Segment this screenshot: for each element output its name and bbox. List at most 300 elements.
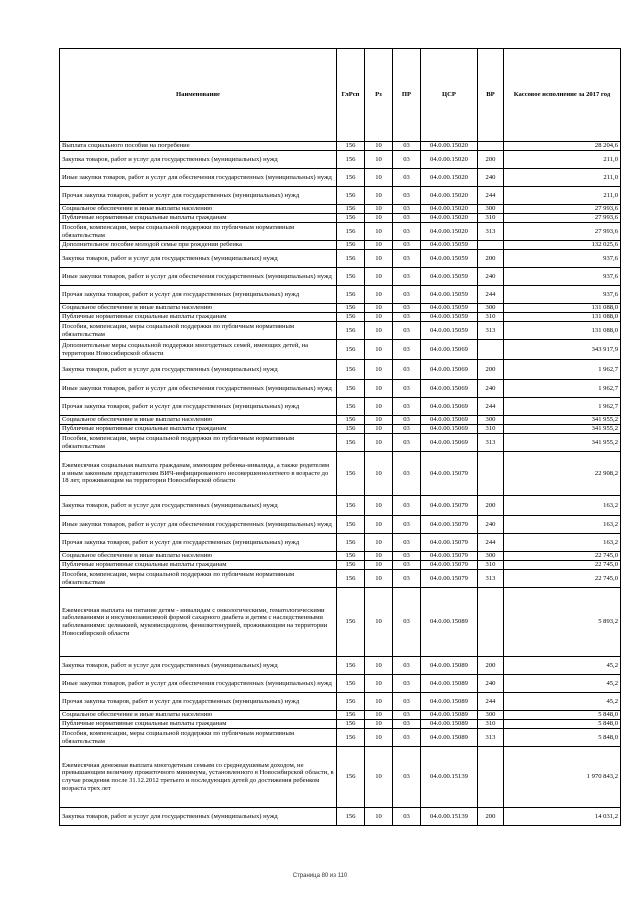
cell-name: Пособия, компенсации, меры социальной поддержки по публичным нормативным обязательствам [60,223,337,241]
cell-pr: 03 [393,747,421,808]
cell-csr: 04.0.00.15089 [421,675,478,693]
cell-vr: 200 [478,496,504,516]
cell-pr: 03 [393,169,421,187]
cell-pr: 03 [393,561,421,570]
cell-csr: 04.0.00.15020 [421,142,478,151]
cell-pr: 03 [393,322,421,340]
cell-csr: 04.0.00.15139 [421,808,478,826]
table-row [60,588,621,657]
cell-pr: 03 [393,588,421,657]
cell-pr: 03 [393,313,421,322]
cell-name: Прочая закупка товаров, работ и услуг для государственных (муниципальных) нужд [60,286,337,304]
cell-amount: 27 993,6 [504,214,621,223]
cell-glrsp: 156 [337,711,365,720]
cell-name: Прочая закупка товаров, работ и услуг для государственных (муниципальных) нужд [60,534,337,552]
cell-vr: 310 [478,425,504,434]
cell-name: Социальное обеспечение и иные выплаты населению [60,711,337,720]
cell-vr: 313 [478,729,504,747]
cell-amount: 211,0 [504,169,621,187]
cell-pr: 03 [393,693,421,711]
cell-amount: 131 088,0 [504,313,621,322]
header-glrsp: ГлРсп [337,49,365,142]
cell-amount: 163,2 [504,534,621,552]
cell-glrsp: 156 [337,588,365,657]
table-row [60,693,621,711]
cell-amount: 163,2 [504,516,621,534]
cell-csr: 04.0.00.15069 [421,340,478,360]
cell-csr: 04.0.00.15079 [421,552,478,561]
cell-amount: 131 088,0 [504,304,621,313]
cell-csr: 04.0.00.15139 [421,747,478,808]
cell-glrsp: 156 [337,747,365,808]
cell-pr: 03 [393,570,421,588]
cell-name: Прочая закупка товаров, работ и услуг для государственных (муниципальных) нужд [60,693,337,711]
cell-vr: 240 [478,169,504,187]
cell-csr: 04.0.00.15059 [421,241,478,250]
cell-glrsp: 156 [337,241,365,250]
cell-rz: 10 [365,241,393,250]
cell-glrsp: 156 [337,286,365,304]
cell-vr [478,588,504,657]
cell-amount: 341 955,2 [504,434,621,452]
cell-amount: 937,6 [504,250,621,268]
cell-glrsp: 156 [337,313,365,322]
page-number: Страница 80 из 110 [292,873,348,879]
cell-pr: 03 [393,398,421,416]
cell-glrsp: 156 [337,425,365,434]
cell-pr: 03 [393,657,421,675]
cell-name: Социальное обеспечение и иные выплаты населению [60,205,337,214]
cell-name: Ежемесячная социальная выплата гражданам, имеющим ребенка-инвалида, а также родителям и иным законным представителям ВИЧ-инфицированного несовершеннолетнего в возрасте до 18 лет, проживающим на территории Новосибирской области [60,452,337,496]
table-row [60,223,621,241]
header-rz: Рз [365,49,393,142]
cell-amount: 937,6 [504,286,621,304]
cell-name: Публичные нормативные социальные выплаты гражданам [60,425,337,434]
cell-glrsp: 156 [337,340,365,360]
cell-name: Пособия, компенсации, меры социальной поддержки по публичным нормативным обязательствам [60,729,337,747]
table-row [60,205,621,214]
cell-glrsp: 156 [337,675,365,693]
cell-vr: 300 [478,552,504,561]
cell-name: Иные закупки товаров, работ и услуг для обеспечения государственных (муниципальных) нужд [60,516,337,534]
cell-vr [478,241,504,250]
cell-rz: 10 [365,452,393,496]
cell-rz: 10 [365,360,393,380]
cell-rz: 10 [365,223,393,241]
cell-csr: 04.0.00.15069 [421,360,478,380]
cell-rz: 10 [365,322,393,340]
cell-csr: 04.0.00.15069 [421,425,478,434]
cell-vr: 200 [478,360,504,380]
cell-pr: 03 [393,187,421,205]
cell-rz: 10 [365,570,393,588]
cell-pr: 03 [393,360,421,380]
cell-vr: 240 [478,380,504,398]
table-row [60,169,621,187]
cell-name: Иные закупки товаров, работ и услуг для обеспечения государственных (муниципальных) нужд [60,675,337,693]
cell-amount: 937,6 [504,268,621,286]
cell-csr: 04.0.00.15020 [421,223,478,241]
cell-amount: 22 745,0 [504,561,621,570]
header-vr: ВР [478,49,504,142]
cell-amount: 1 962,7 [504,360,621,380]
cell-glrsp: 156 [337,169,365,187]
cell-name: Ежемесячная денежная выплата многодетным семьям со среднедушевым доходом, не превышающим величину прожиточного минимума, установленного в Новосибирской области, в случае рождения после 31.12.2012 третьего и последующих детей до достижения ребенком возраста трех лет [60,747,337,808]
cell-vr [478,452,504,496]
cell-glrsp: 156 [337,398,365,416]
cell-name: Пособия, компенсации, меры социальной поддержки по публичным нормативным обязательствам [60,434,337,452]
cell-amount: 5 848,0 [504,711,621,720]
cell-name: Социальное обеспечение и иные выплаты населению [60,552,337,561]
cell-rz: 10 [365,187,393,205]
cell-name: Закупка товаров, работ и услуг для государственных (муниципальных) нужд [60,808,337,826]
cell-csr: 04.0.00.15020 [421,187,478,205]
cell-vr: 300 [478,205,504,214]
cell-name: Закупка товаров, работ и услуг для государственных (муниципальных) нужд [60,360,337,380]
cell-rz: 10 [365,516,393,534]
table-row [60,496,621,516]
cell-csr: 04.0.00.15069 [421,416,478,425]
cell-pr: 03 [393,286,421,304]
cell-csr: 04.0.00.15089 [421,588,478,657]
cell-glrsp: 156 [337,561,365,570]
cell-rz: 10 [365,720,393,729]
cell-pr: 03 [393,205,421,214]
cell-amount: 45,2 [504,657,621,675]
cell-csr: 04.0.00.15059 [421,286,478,304]
cell-rz: 10 [365,808,393,826]
cell-pr: 03 [393,675,421,693]
table-row [60,187,621,205]
cell-csr: 04.0.00.15089 [421,693,478,711]
cell-amount: 211,0 [504,151,621,169]
cell-vr: 313 [478,570,504,588]
cell-name: Прочая закупка товаров, работ и услуг для государственных (муниципальных) нужд [60,398,337,416]
table-body [60,142,621,826]
table-row [60,452,621,496]
cell-vr: 310 [478,214,504,223]
cell-csr: 04.0.00.15059 [421,313,478,322]
table-row [60,151,621,169]
cell-vr [478,142,504,151]
table-row [60,340,621,360]
cell-rz: 10 [365,380,393,398]
cell-vr: 244 [478,187,504,205]
cell-csr: 04.0.00.15020 [421,151,478,169]
cell-glrsp: 156 [337,223,365,241]
table-row [60,675,621,693]
cell-pr: 03 [393,142,421,151]
cell-rz: 10 [365,416,393,425]
cell-name: Закупка товаров, работ и услуг для государственных (муниципальных) нужд [60,151,337,169]
cell-csr: 04.0.00.15059 [421,268,478,286]
cell-glrsp: 156 [337,304,365,313]
cell-amount: 132 025,6 [504,241,621,250]
cell-amount: 22 745,0 [504,552,621,561]
cell-csr: 04.0.00.15069 [421,398,478,416]
cell-vr: 244 [478,693,504,711]
cell-csr: 04.0.00.15079 [421,496,478,516]
cell-pr: 03 [393,516,421,534]
cell-name: Публичные нормативные социальные выплаты гражданам [60,313,337,322]
cell-name: Ежемесячная выплата на питание детям - инвалидам с онкологическими, гематологическими заболеваниями и инсулинозависимой формой сахарного диабета и детям с наследственными заболеваниями: целиакией, муковисцидозом, фенилкетонурией, проживающим на территории Новосибирской области [60,588,337,657]
cell-name: Закупка товаров, работ и услуг для государственных (муниципальных) нужд [60,496,337,516]
cell-glrsp: 156 [337,808,365,826]
cell-vr: 313 [478,322,504,340]
cell-name: Прочая закупка товаров, работ и услуг для государственных (муниципальных) нужд [60,187,337,205]
cell-rz: 10 [365,205,393,214]
cell-amount: 27 993,6 [504,223,621,241]
cell-rz: 10 [365,434,393,452]
cell-name: Публичные нормативные социальные выплаты гражданам [60,214,337,223]
cell-csr: 04.0.00.15079 [421,516,478,534]
cell-vr: 200 [478,151,504,169]
cell-amount: 341 955,2 [504,416,621,425]
cell-pr: 03 [393,434,421,452]
cell-amount: 45,2 [504,693,621,711]
cell-amount: 1 970 843,2 [504,747,621,808]
cell-csr: 04.0.00.15020 [421,205,478,214]
cell-name: Выплата социального пособия на погребение [60,142,337,151]
cell-rz: 10 [365,534,393,552]
cell-pr: 03 [393,151,421,169]
table-row [60,434,621,452]
cell-glrsp: 156 [337,657,365,675]
cell-vr: 300 [478,416,504,425]
cell-glrsp: 156 [337,720,365,729]
cell-name: Публичные нормативные социальные выплаты гражданам [60,720,337,729]
cell-amount: 28 204,6 [504,142,621,151]
cell-glrsp: 156 [337,516,365,534]
cell-name: Дополнительные меры социальной поддержки многодетных семей, имеющих детей, на территории Новосибирской области [60,340,337,360]
cell-amount: 5 848,0 [504,720,621,729]
cell-amount: 1 962,7 [504,398,621,416]
cell-pr: 03 [393,380,421,398]
table-row [60,241,621,250]
cell-rz: 10 [365,425,393,434]
cell-vr: 310 [478,313,504,322]
cell-rz: 10 [365,214,393,223]
cell-vr: 310 [478,720,504,729]
table-row [60,250,621,268]
cell-pr: 03 [393,250,421,268]
cell-csr: 04.0.00.15020 [421,169,478,187]
cell-vr: 240 [478,675,504,693]
cell-rz: 10 [365,496,393,516]
cell-rz: 10 [365,151,393,169]
cell-rz: 10 [365,561,393,570]
cell-name: Иные закупки товаров, работ и услуг для обеспечения государственных (муниципальных) нужд [60,380,337,398]
cell-name: Дополнительное пособие молодой семье при рождении ребенка [60,241,337,250]
cell-pr: 03 [393,340,421,360]
table-row [60,304,621,313]
cell-amount: 22 745,0 [504,570,621,588]
header-csr: ЦСР [421,49,478,142]
cell-rz: 10 [365,747,393,808]
cell-vr: 200 [478,250,504,268]
cell-csr: 04.0.00.15089 [421,729,478,747]
table-row [60,360,621,380]
cell-pr: 03 [393,268,421,286]
cell-glrsp: 156 [337,142,365,151]
cell-amount: 27 993,6 [504,205,621,214]
cell-amount: 163,2 [504,496,621,516]
cell-csr: 04.0.00.15079 [421,534,478,552]
cell-pr: 03 [393,304,421,313]
cell-rz: 10 [365,693,393,711]
cell-rz: 10 [365,169,393,187]
cell-rz: 10 [365,711,393,720]
cell-vr: 244 [478,398,504,416]
cell-name: Социальное обеспечение и иные выплаты населению [60,416,337,425]
cell-vr: 240 [478,268,504,286]
cell-glrsp: 156 [337,322,365,340]
table-row [60,808,621,826]
cell-name: Иные закупки товаров, работ и услуг для обеспечения государственных (муниципальных) нужд [60,169,337,187]
cell-glrsp: 156 [337,434,365,452]
table-row [60,214,621,223]
cell-vr: 300 [478,711,504,720]
cell-glrsp: 156 [337,151,365,169]
cell-pr: 03 [393,416,421,425]
cell-vr: 200 [478,808,504,826]
table-row [60,286,621,304]
header-name: Наименование [60,49,337,142]
cell-csr: 04.0.00.15020 [421,214,478,223]
header-amount: Кассовое исполнение за 2017 год [504,49,621,142]
table-row [60,561,621,570]
cell-amount: 131 088,0 [504,322,621,340]
table-header-row [60,49,621,142]
cell-rz: 10 [365,729,393,747]
cell-pr: 03 [393,496,421,516]
cell-amount: 45,2 [504,675,621,693]
header-pr: ПР [393,49,421,142]
cell-csr: 04.0.00.15089 [421,720,478,729]
cell-amount: 5 893,2 [504,588,621,657]
table-row [60,313,621,322]
cell-glrsp: 156 [337,205,365,214]
table-row [60,268,621,286]
cell-glrsp: 156 [337,360,365,380]
cell-glrsp: 156 [337,729,365,747]
cell-csr: 04.0.00.15059 [421,250,478,268]
cell-csr: 04.0.00.15079 [421,570,478,588]
budget-execution-table [59,48,621,826]
cell-glrsp: 156 [337,416,365,425]
cell-rz: 10 [365,552,393,561]
cell-name: Иные закупки товаров, работ и услуг для обеспечения государственных (муниципальных) нужд [60,268,337,286]
cell-vr: 300 [478,304,504,313]
cell-name: Закупка товаров, работ и услуг для государственных (муниципальных) нужд [60,250,337,268]
cell-pr: 03 [393,720,421,729]
cell-amount: 5 848,0 [504,729,621,747]
cell-vr: 240 [478,516,504,534]
cell-glrsp: 156 [337,534,365,552]
cell-rz: 10 [365,675,393,693]
cell-rz: 10 [365,250,393,268]
table-row [60,380,621,398]
table-row [60,747,621,808]
cell-rz: 10 [365,588,393,657]
cell-pr: 03 [393,808,421,826]
cell-rz: 10 [365,313,393,322]
cell-amount: 1 962,7 [504,380,621,398]
cell-glrsp: 156 [337,214,365,223]
table-row [60,720,621,729]
cell-rz: 10 [365,657,393,675]
cell-pr: 03 [393,214,421,223]
cell-glrsp: 156 [337,570,365,588]
cell-amount: 22 908,2 [504,452,621,496]
cell-vr: 244 [478,286,504,304]
cell-rz: 10 [365,286,393,304]
cell-csr: 04.0.00.15069 [421,434,478,452]
cell-pr: 03 [393,452,421,496]
table-row [60,711,621,720]
cell-csr: 04.0.00.15079 [421,561,478,570]
cell-vr: 200 [478,657,504,675]
cell-name: Пособия, компенсации, меры социальной поддержки по публичным нормативным обязательствам [60,570,337,588]
cell-vr: 313 [478,223,504,241]
cell-amount: 14 031,2 [504,808,621,826]
table-row [60,570,621,588]
cell-glrsp: 156 [337,552,365,561]
cell-rz: 10 [365,398,393,416]
cell-glrsp: 156 [337,496,365,516]
cell-pr: 03 [393,711,421,720]
cell-glrsp: 156 [337,380,365,398]
cell-glrsp: 156 [337,187,365,205]
table-row [60,322,621,340]
cell-amount: 343 917,9 [504,340,621,360]
table-row [60,516,621,534]
cell-pr: 03 [393,425,421,434]
table-row [60,657,621,675]
cell-csr: 04.0.00.15059 [421,304,478,313]
cell-name: Публичные нормативные социальные выплаты гражданам [60,561,337,570]
cell-vr: 244 [478,534,504,552]
cell-pr: 03 [393,223,421,241]
cell-csr: 04.0.00.15069 [421,380,478,398]
cell-vr: 310 [478,561,504,570]
table-row [60,425,621,434]
cell-amount: 341 955,2 [504,425,621,434]
cell-csr: 04.0.00.15089 [421,711,478,720]
cell-amount: 211,0 [504,187,621,205]
cell-glrsp: 156 [337,268,365,286]
cell-name: Пособия, компенсации, меры социальной поддержки по публичным нормативным обязательствам [60,322,337,340]
cell-name: Закупка товаров, работ и услуг для государственных (муниципальных) нужд [60,657,337,675]
cell-pr: 03 [393,241,421,250]
cell-glrsp: 156 [337,693,365,711]
table-row [60,398,621,416]
cell-name: Социальное обеспечение и иные выплаты населению [60,304,337,313]
cell-glrsp: 156 [337,250,365,268]
cell-rz: 10 [365,340,393,360]
table-row [60,416,621,425]
cell-csr: 04.0.00.15059 [421,322,478,340]
table-row [60,534,621,552]
cell-rz: 10 [365,304,393,313]
cell-rz: 10 [365,268,393,286]
cell-csr: 04.0.00.15089 [421,657,478,675]
table-row [60,142,621,151]
cell-pr: 03 [393,534,421,552]
table-row [60,729,621,747]
cell-vr: 313 [478,434,504,452]
cell-glrsp: 156 [337,452,365,496]
